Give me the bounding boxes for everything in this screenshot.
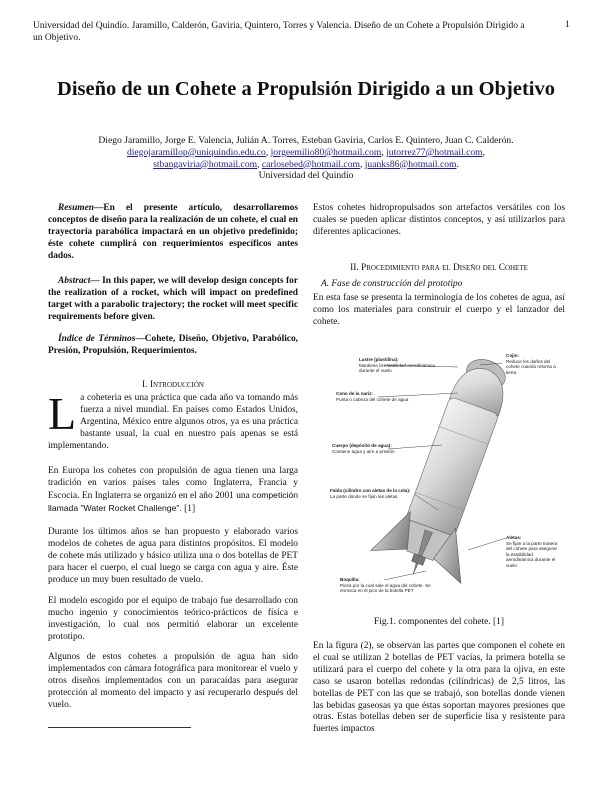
label-cuerpo [332, 443, 420, 454]
label-falda-title: Falda (cilindro con aletas de la cola): [330, 488, 411, 493]
page-number: 1 [565, 20, 570, 30]
author-names: Diego Jaramillo, Jorge E. Valencia, Julián A. Torres, Esteban Gaviria, Carlos E. Quintero, Juan C. Calderón. [98, 135, 514, 146]
index-terms [48, 334, 298, 358]
subsection-heading-a: A. Fase de construcción del prototipo [321, 279, 463, 289]
email-link-1[interactable]: diegojaramillop@uniquindio.edu.co [126, 146, 266, 158]
label-cojin-title: Cojin: [506, 353, 520, 358]
label-falda-text: La parte donde se fijan las aletas [330, 493, 398, 499]
intro-paragraph-3: Durante los últimos años se han propuesto y elaborado varios modelos de cohetes de agua para distintos propósitos. El modelo de cohete más utilizado y básico utiliza una o dos botellas de PET para hacer el cuerpo, el cual luego se carga con agua y aire. Éste produce un muy buen resultado de vuelo. [48, 527, 298, 585]
label-cono-title: Cono de la nariz: [336, 391, 374, 396]
label-lastre [359, 357, 437, 374]
right-intro-paragraph: Estos cohetes hidropropulsados son artefactos versátiles con los cuales se pueden aplicar distintos conceptos, y así utilizarlos para diferentes aplicaciones. [313, 203, 565, 237]
author-block [40, 135, 572, 182]
label-aletas-text: Se fijan a la parte trasera del cohete para asegurar la estabilidad aerodinámica durante el vuelo [506, 540, 558, 568]
email-link-4[interactable]: stbangaviria@hotmail.com [153, 158, 258, 170]
procedure-paragraph-2: En la figura (2), se observan las partes que componen el cohete en el cual se utilizan 2 botellas de PET vacías, la primera botella se utilizará para el cuerpo del cohete y la otra para la ojiva, en este caso se usaron botellas redondas (cilíndricas) de 2,5 litros, las botellas de PET con las que se trabajó, son botellas donde vienen las bebidas gaseosas ya que éstas soportan mayores presiones que otras. Estas botellas deben ser de superficie lisa y resistente para fuertes impactos [313, 641, 565, 735]
figure-caption: Fig.1. componentes del cohete. [1] [374, 617, 504, 627]
label-cuerpo-title: Cuerpo (depósito de agua): [332, 443, 392, 448]
rocket-figure [330, 345, 558, 607]
label-boquilla-title: Boquilla: [340, 577, 360, 582]
label-cuerpo-text: Contiene agua y aire a presión [332, 448, 395, 454]
paper-title: Diseño de un Cohete a Propulsión Dirigido a un Objetivo [57, 78, 555, 100]
abstract-es-label: Resumen [58, 203, 94, 213]
intro-paragraph-1 [48, 388, 298, 453]
abstract-es [48, 203, 298, 263]
abstract-es-text: —En el presente artículo, desarrollaremos conceptos de diseño para la realización de un cohete, el cual en trayectoria parabólica impactará en un objetivo predefinido; éste cohete cumplirá con requerimientos específicos antes dados. [48, 203, 298, 261]
email-link-5[interactable]: carlosebed@hotmail.com [261, 158, 360, 170]
intro-p2-citation: [1] [181, 503, 196, 514]
procedure-paragraph-1: En esta fase se presenta la terminología de los cohetes de agua, así como los materiales para construir el cuerpo y el lanzador del cohete. [313, 293, 565, 327]
author-emails-line2: stbangaviria@hotmail.com, carlosebed@hotmail.com, juanks86@hotmail.com. [153, 158, 459, 170]
section-heading-intro: I. Introducción [142, 380, 204, 390]
label-aletas-title: Aletas: [506, 535, 522, 540]
label-boquilla [340, 577, 444, 594]
label-lastre-text: Mantiene la estabilidad aerodinámica durante el vuelo [359, 362, 435, 374]
intro-p2-text: En Europa los cohetes con propulsión de agua tienen una larga tradición en varios países tales como Inglaterra, Francia y Escocia. En Inglaterra se organizó en el año 2001 una [48, 466, 298, 501]
label-cojin-text: Reduce los daños del cohete cuando retorna a tierra [506, 358, 556, 375]
label-aletas [506, 535, 560, 569]
intro-paragraph-4: El modelo escogido por el equipo de trabajo fue desarrollado con mucho ingenio y conocimientos teórico-prácticos de física e investigación, lo cual nos permitió elaborar un excelente prototipo. [48, 596, 298, 642]
intro-p2-competition: competición llamada "Water Rocket Challenge". [48, 489, 299, 513]
running-header: Universidad del Quindío. Jaramillo, Calderón, Gaviria, Quintero, Torres y Valencia. Diseño de un Cohete a Propulsión Dirigido a un Objetivo. [33, 21, 525, 43]
section-heading-procedure: II. Procedimiento para el Diseño del Cohete [350, 263, 528, 273]
email-link-2[interactable]: jorgeemilio80@hotmail.com [270, 146, 382, 158]
intro-paragraph-2 [48, 466, 298, 516]
index-terms-text: —Cohete, Diseño, Objetivo, Parabólico, Presión, Propulsión, Requerimientos. [48, 334, 298, 356]
label-boquilla-text: Pieza por la cual sale el agua del cohete. Se enrosca en el pico de la botella PET [340, 582, 431, 594]
footnote-rule [48, 727, 191, 728]
affiliation: Universidad del Quindío [258, 170, 354, 182]
intro-p1-text: a coheteria es una práctica que cada año va tomando más fuerza a nivel mundial. En países como Estados Unidos, Argentina, México entre algunos otros, ya es una práctica bastante usual, la cual en nuestro país apenas se está implementando. [48, 393, 298, 451]
label-cojin [506, 353, 560, 375]
label-lastre-title: Lastre (plastilina): [359, 357, 399, 362]
abstract-en [48, 276, 298, 324]
drop-cap: L [48, 388, 77, 439]
abstract-en-text: — In this paper, we will develop design concepts for the realization of a rocket, which will impact on predefined target with a parabolic trajectory; the rocket will meet specific requirements before given. [48, 276, 298, 322]
author-emails-line1: diegojaramillop@uniquindio.edu.co, jorgeemilio80@hotmail.com, jutorrez77@hotmail.com, [126, 146, 486, 158]
label-cono [336, 391, 418, 402]
email-link-3[interactable]: jutorrez77@hotmail.com [386, 146, 483, 158]
label-falda [330, 488, 426, 499]
index-terms-label: Índice de Términos [58, 334, 136, 344]
email-link-6[interactable]: juanks86@hotmail.com [364, 158, 457, 170]
abstract-en-label: Abstract [58, 276, 91, 286]
label-cono-text: Punta o cabeza del cohete de agua [336, 396, 409, 402]
intro-paragraph-5: Algunos de estos cohetes a propulsión de agua han sido implementados con cámara fotográfica para monitorear el vuelo y otros diseños implementados con un paracaídas para asegurar protección al momento del impacto y así recuperarlo después del vuelo. [48, 652, 298, 710]
